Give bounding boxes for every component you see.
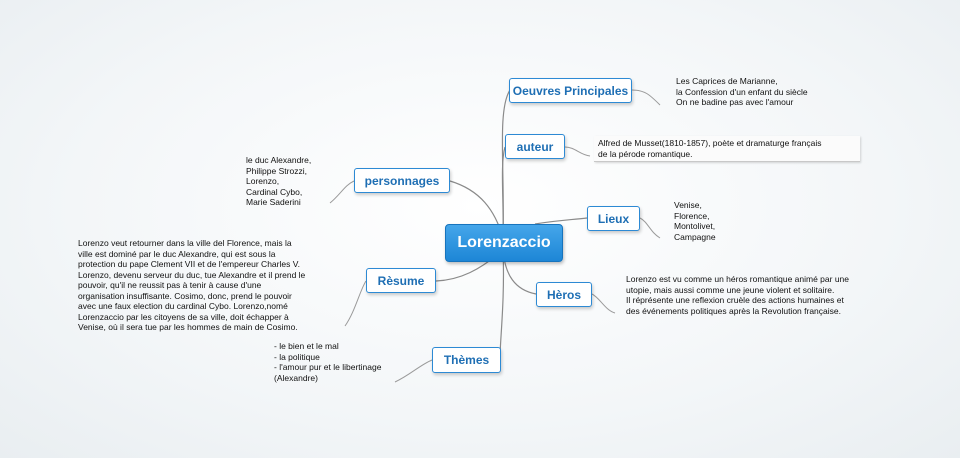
topic-oeuvres-principales[interactable]: Oeuvres Principales: [509, 78, 632, 103]
connector-themes: [500, 250, 503, 358]
note-personnages: le duc Alexandre, Philippe Strozzi, Lorenzo, Cardinal Cybo, Marie Saderini: [246, 155, 312, 207]
note-oeuvres-principales: Les Caprices de Marianne, la Confession d'un enfant du siècle On ne badine pas avec l'amour: [676, 76, 808, 107]
topic-lieux[interactable]: Lieux: [587, 206, 640, 231]
note-themes: - le bien et le mal - la politique - l'amour pur et le libertinage (Alexandre): [274, 341, 382, 383]
note-resume: Lorenzo veut retourner dans la ville del Florence, mais la ville est dominé par le duc Alexandre, qui est sous la protection du pape Clement VII et de l'empereur Charles V. Lorenzo, devenu serveur du duc, tue Alexandre et il prend le pouvoir, qu'il ne reussit pas à tenir à cause d'une organisation insuffisante. Cosimo, donc, prend le pouvoir avec une faux election du cardinal Cybo. Lorenzo,nomé Lorenzaccio par les citoyens de sa ville, doit échapper à Venise, où il sera tue par les hommes de main de Cosimo.: [78, 238, 306, 332]
note-link-oeuvres: [632, 90, 660, 105]
central-topic-node[interactable]: Lorenzaccio: [445, 224, 563, 262]
note-lieux: Venise, Florence, Montolivet, Campagne: [674, 200, 716, 242]
note-link-heros: [592, 294, 615, 313]
topic-auteur[interactable]: auteur: [505, 134, 565, 159]
topic-resume[interactable]: Rèsume: [366, 268, 436, 293]
topic-personnages[interactable]: personnages: [354, 168, 450, 193]
topic-heros[interactable]: Hèros: [536, 282, 592, 307]
note-link-auteur: [565, 147, 590, 156]
note-link-resume: [345, 281, 366, 326]
note-link-lieux: [640, 218, 660, 238]
note-auteur: Alfred de Musset(1810-1857), poète et dramaturge français de la pérode romantique.: [594, 136, 860, 162]
note-heros: Lorenzo est vu comme un héros romantique animé par une utopie, mais aussi comme une jeune violent et solitaire. Il réprésente une reflexion cruèle des actions humaines et des événements politiques après la Revolution française.: [626, 274, 850, 316]
topic-themes[interactable]: Thèmes: [432, 347, 501, 373]
